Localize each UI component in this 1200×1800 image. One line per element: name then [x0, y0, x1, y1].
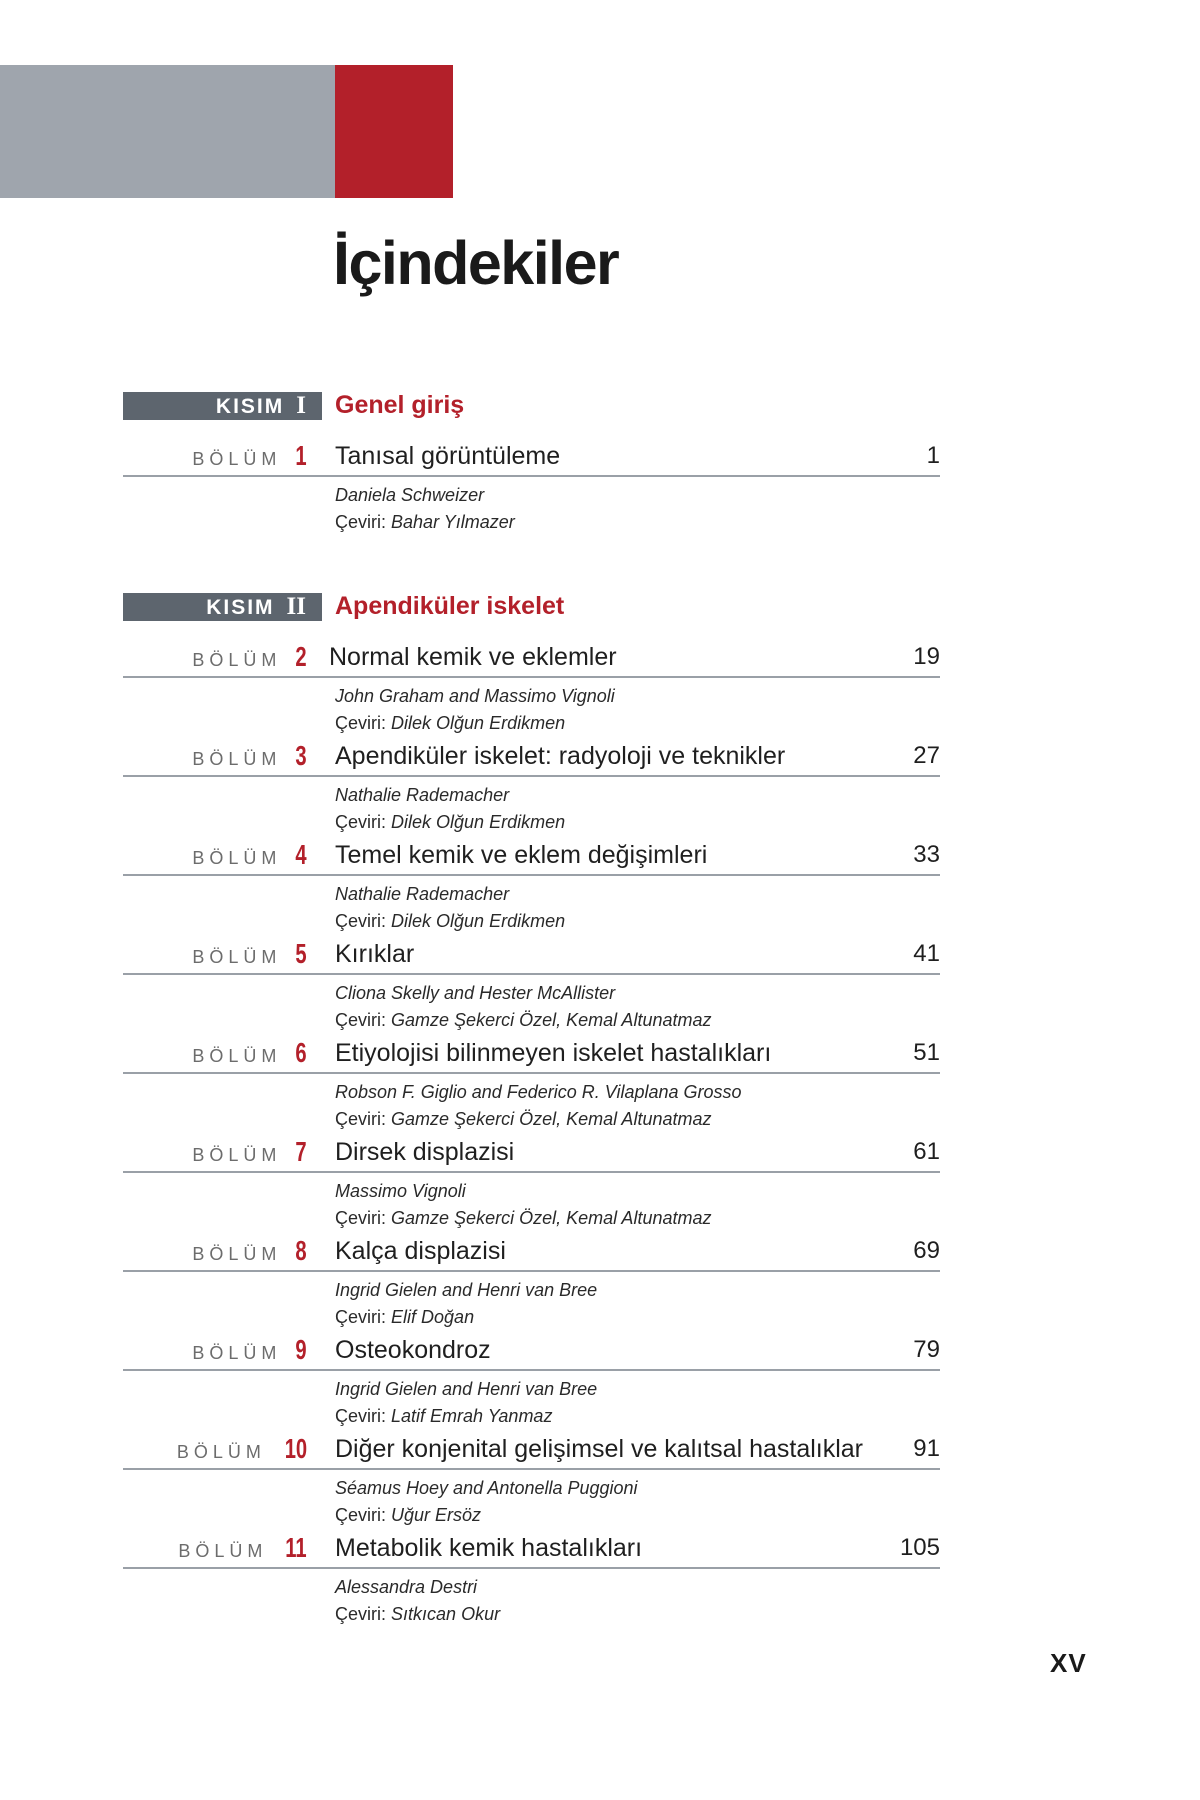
chapter-bolum-label: BÖLÜM — [192, 1145, 282, 1165]
translator-prefix: Çeviri: — [335, 1604, 387, 1624]
translator-prefix: Çeviri: — [335, 1109, 387, 1129]
header-red-band — [335, 65, 453, 198]
translator-names: Uğur Ersöz — [391, 1505, 482, 1525]
chapter-page-number: 105 — [899, 1534, 940, 1561]
chapter-bolum-label: BÖLÜM — [176, 1442, 266, 1462]
chapter-page-number: 33 — [913, 841, 940, 868]
chapter-authors: Cliona Skelly and Hester McAllister — [335, 983, 616, 1003]
chapter-label — [192, 740, 307, 772]
chapter-bolum-label: BÖLÜM — [192, 947, 282, 967]
chapter-authors: Nathalie Rademacher — [335, 884, 510, 904]
chapter-label — [192, 1136, 307, 1168]
chapter-translator — [335, 1007, 711, 1034]
translator-prefix: Çeviri: — [335, 1208, 387, 1228]
chapter-rule — [123, 1171, 940, 1173]
chapter-number: 10 — [284, 1433, 307, 1464]
chapter-authors: Ingrid Gielen and Henri van Bree — [335, 1379, 598, 1399]
chapter-entry[interactable] — [0, 1532, 1200, 1631]
chapter-title[interactable]: Osteokondroz — [335, 1336, 491, 1364]
chapter-label — [177, 1433, 307, 1465]
chapter-number: 9 — [295, 1334, 307, 1365]
part-header — [0, 388, 1200, 440]
chapter-entry[interactable] — [0, 1334, 1200, 1433]
chapter-rule — [123, 676, 940, 678]
part-label — [123, 593, 322, 621]
translator-names: Gamze Şekerci Özel, Kemal Altunatmaz — [391, 1010, 712, 1030]
chapter-number: 11 — [285, 1532, 307, 1563]
chapter-title[interactable]: Tanısal görüntüleme — [335, 442, 561, 470]
chapter-entry[interactable] — [0, 1037, 1200, 1136]
chapter-title[interactable]: Etiyolojisi bilinmeyen iskelet hastalıkları — [335, 1039, 772, 1067]
chapter-authors: Alessandra Destri — [335, 1577, 478, 1597]
chapter-title[interactable]: Apendiküler iskelet: radyoloji ve teknikler — [335, 742, 786, 770]
chapter-label — [178, 1532, 307, 1564]
chapter-page-number: 91 — [913, 1435, 940, 1462]
chapter-rule — [123, 775, 940, 777]
translator-names: Dilek Olğun Erdikmen — [391, 713, 566, 733]
part-kisim-label: KISIM — [215, 395, 285, 418]
chapter-number: 3 — [295, 740, 307, 771]
chapter-entry[interactable] — [0, 641, 1200, 740]
chapter-title[interactable]: Temel kemik ve eklem değişimleri — [335, 841, 708, 869]
chapter-authors: John Graham and Massimo Vignoli — [335, 686, 615, 706]
chapter-entry[interactable] — [0, 740, 1200, 839]
chapter-authors: Ingrid Gielen and Henri van Bree — [335, 1280, 598, 1300]
translator-names: Dilek Olğun Erdikmen — [391, 911, 566, 931]
chapter-label — [192, 1334, 307, 1366]
chapter-rule — [123, 874, 940, 876]
table-of-contents — [0, 388, 1200, 1631]
chapter-bolum-label: BÖLÜM — [178, 1541, 268, 1561]
chapter-bolum-label: BÖLÜM — [192, 848, 282, 868]
chapter-title[interactable]: Diğer konjenital gelişimsel ve kalıtsal hastalıklar — [335, 1435, 864, 1463]
part-title[interactable]: Apendiküler iskelet — [335, 592, 565, 620]
page-title: İçindekiler — [333, 229, 619, 297]
chapter-translator — [335, 1106, 711, 1133]
translator-prefix: Çeviri: — [335, 1505, 387, 1525]
translator-names: Gamze Şekerci Özel, Kemal Altunatmaz — [391, 1208, 712, 1228]
part-spacer — [0, 539, 1200, 589]
chapter-authors: Séamus Hoey and Antonella Puggioni — [335, 1478, 638, 1498]
chapter-title[interactable]: Normal kemik ve eklemler — [329, 643, 617, 671]
chapter-bolum-label: BÖLÜM — [192, 1343, 282, 1363]
chapter-translator — [335, 809, 565, 836]
page-number: XV — [1050, 1648, 1087, 1678]
translator-prefix: Çeviri: — [335, 911, 387, 931]
translator-prefix: Çeviri: — [335, 1406, 387, 1426]
translator-prefix: Çeviri: — [335, 1307, 387, 1327]
chapter-number: 7 — [295, 1136, 307, 1167]
chapter-page-number: 79 — [913, 1336, 940, 1363]
chapter-page-number: 1 — [926, 442, 940, 469]
part-kisim-label: KISIM — [206, 596, 275, 619]
chapter-number: 6 — [295, 1037, 307, 1068]
chapter-title[interactable]: Dirsek displazisi — [335, 1138, 515, 1166]
translator-names: Elif Doğan — [391, 1307, 475, 1327]
chapter-entry[interactable] — [0, 1235, 1200, 1334]
translator-names: Sıtkıcan Okur — [391, 1604, 501, 1624]
chapter-page-number: 51 — [913, 1039, 940, 1066]
chapter-rule — [123, 1270, 940, 1272]
chapter-translator — [335, 710, 565, 737]
translator-names: Gamze Şekerci Özel, Kemal Altunatmaz — [391, 1109, 712, 1129]
chapter-authors: Robson F. Giglio and Federico R. Vilaplana Grosso — [335, 1082, 742, 1102]
chapter-rule — [123, 973, 940, 975]
translator-names: Latif Emrah Yanmaz — [391, 1406, 553, 1426]
translator-prefix: Çeviri: — [335, 512, 387, 532]
chapter-number: 8 — [295, 1235, 307, 1266]
chapter-rule — [123, 475, 940, 477]
translator-prefix: Çeviri: — [335, 1010, 387, 1030]
chapter-page-number: 61 — [913, 1138, 940, 1165]
part-number: II — [286, 593, 306, 620]
chapter-bolum-label: BÖLÜM — [192, 1244, 282, 1264]
chapter-label — [192, 440, 307, 472]
chapter-number: 1 — [295, 440, 307, 471]
chapter-entry[interactable] — [0, 1136, 1200, 1235]
chapter-rule — [123, 1369, 940, 1371]
chapter-page-number: 27 — [913, 742, 940, 769]
chapter-authors: Nathalie Rademacher — [335, 785, 510, 805]
part-header — [0, 589, 1200, 641]
chapter-rule — [123, 1567, 940, 1569]
chapter-translator — [335, 1601, 500, 1628]
chapter-entry[interactable] — [0, 938, 1200, 1037]
chapter-number: 5 — [295, 938, 307, 969]
header-gray-band — [0, 65, 335, 198]
translator-prefix: Çeviri: — [335, 713, 387, 733]
part-number: I — [296, 392, 306, 419]
chapter-page-number: 69 — [913, 1237, 940, 1264]
chapter-label — [192, 1235, 307, 1267]
chapter-page-number: 41 — [913, 940, 940, 967]
chapter-translator — [335, 1205, 711, 1232]
chapter-title[interactable]: Metabolik kemik hastalıkları — [335, 1534, 643, 1562]
chapter-entry[interactable] — [0, 839, 1200, 938]
translator-names: Bahar Yılmazer — [391, 512, 515, 532]
translator-names: Dilek Olğun Erdikmen — [391, 812, 566, 832]
chapter-bolum-label: BÖLÜM — [192, 749, 282, 769]
chapter-rule — [123, 1468, 940, 1470]
chapter-label — [192, 839, 307, 871]
chapter-authors: Daniela Schweizer — [335, 485, 485, 505]
chapter-rule — [123, 1072, 940, 1074]
chapter-page-number: 19 — [913, 643, 940, 670]
chapter-label — [192, 1037, 307, 1069]
chapter-entry[interactable] — [0, 440, 1200, 539]
part-label — [123, 392, 322, 420]
translator-prefix: Çeviri: — [335, 812, 387, 832]
chapter-bolum-label: BÖLÜM — [192, 650, 282, 670]
chapter-label — [192, 641, 307, 673]
chapter-translator — [335, 1304, 474, 1331]
chapter-authors: Massimo Vignoli — [335, 1181, 466, 1201]
chapter-number: 2 — [295, 641, 307, 672]
chapter-translator — [335, 1502, 481, 1529]
chapter-number: 4 — [295, 839, 307, 870]
part-title[interactable]: Genel giriş — [335, 391, 465, 419]
chapter-entry[interactable] — [0, 1433, 1200, 1532]
chapter-translator — [335, 1403, 552, 1430]
chapter-bolum-label: BÖLÜM — [192, 1046, 282, 1066]
chapter-label — [192, 938, 307, 970]
chapter-bolum-label: BÖLÜM — [192, 449, 282, 469]
chapter-translator — [335, 509, 515, 536]
chapter-translator — [335, 908, 565, 935]
chapter-title[interactable]: Kırıklar — [335, 940, 415, 968]
chapter-title[interactable]: Kalça displazisi — [335, 1237, 506, 1265]
